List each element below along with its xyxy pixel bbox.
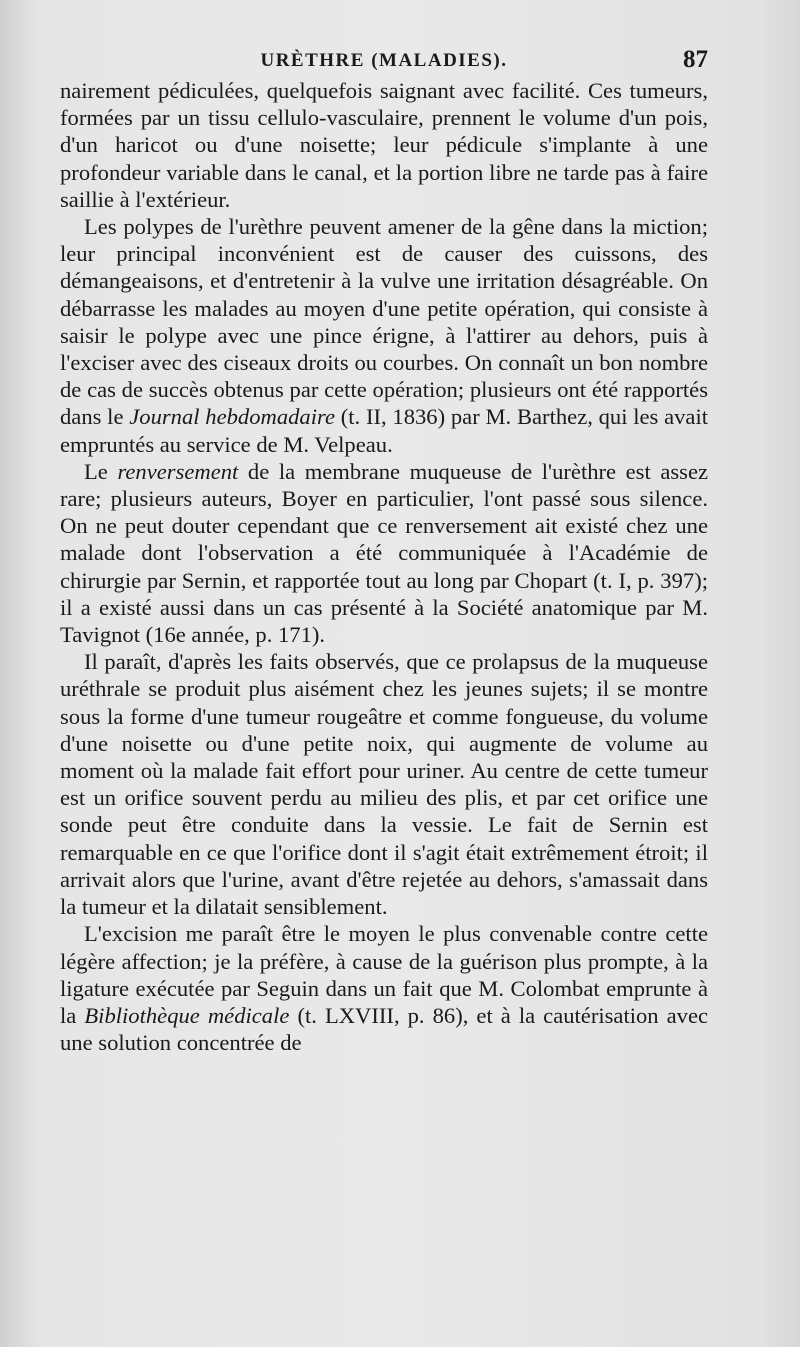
paragraph-5-text-after: (t. LXVIII, p. 86), et à la cautérisation avec une solution concentrée de: [60, 1002, 709, 1056]
paragraph-4-text: Il paraît, d'après les faits observés, que ce prolapsus de la muqueuse uréthrale se produit plus aisément chez les jeunes sujets; il se montre sous la forme d'une tumeur rougeâtre et comme fongueuse, du volume d'une noisette ou d'une petite noix, qui augmente de volume au moment où la malade fait effort pour uriner. Au centre de cette tumeur est un orifice souvent perdu au milieu des plis, et par cet orifice une sonde peut être conduite dans la vessie. Le fait de Sernin est remarquable en ce que l'orifice dont il s'agit était extrêmement étroit; il arrivait alors que l'urine, avant d'être rejetée au dehors, s'amassait dans la tumeur et la dilatait sensiblement.: [60, 649, 708, 920]
paragraph-5: [60, 920, 708, 1056]
paragraph-2: [60, 213, 708, 458]
paragraph-1: [60, 77, 708, 213]
paragraph-2-text-after: (t. II, 1836) par M. Barthez, qui les avait empruntés au service de M. Velpeau.: [60, 404, 709, 457]
paragraph-3: [60, 458, 708, 648]
page-header: [60, 46, 708, 76]
paragraph-1-text: nairement pédiculées, quelquefois saignant avec facilité. Ces tumeurs, formées par un tissu cellulo-vasculaire, prennent le volume d'un pois, d'un haricot ou d'une noisette; leur pédicule s'implante à une profondeur variable dans le canal, et la portion libre ne tarde pas à faire saillie à l'extérieur.: [60, 78, 708, 212]
journal-title: Journal hebdomadaire: [129, 404, 335, 430]
bibliotheque-title: Bibliothèque médicale: [84, 1002, 290, 1028]
paragraph-5-text-before: L'excision me paraît être le moyen le plus convenable contre cette légère affection; je la préfère, à cause de la guérison plus prompte, à la ligature exécutée par Seguin dans un fait que M. Colombat emprunte à la: [60, 921, 708, 1028]
page-number: 87: [683, 46, 708, 73]
paragraph-3-text-before: Le: [84, 458, 108, 484]
paragraph-4: [60, 648, 708, 920]
running-head: URÈTHRE (MALADIES).: [260, 50, 508, 71]
body-text: [60, 77, 708, 1056]
paragraph-3-text-after: de la membrane muqueuse de l'urèthre est assez rare; plusieurs auteurs, Boyer en particulier, l'ont passé sous silence. On ne peut douter cependant que ce renversement ait existé chez une malade dont l'observation a été communiquée à l'Académie de chirurgie par Sernin, et rapportée tout au long par Chopart (t. I, p. 397); il a existé aussi dans un cas présenté à la Société anatomique par M. Tavignot (16e année, p. 171).: [60, 458, 709, 648]
renversement-term: renversement: [117, 458, 239, 484]
paragraph-2-text: Les polypes de l'urèthre peuvent amener de la gêne dans la miction; leur principal inconvénient est de causer des cuissons, des démangeaisons, et d'entretenir à la vulve une irritation désagréable. On débarrasse les malades au moyen d'une petite opération, qui consiste à saisir le polype avec une pince érigne, à l'attirer au dehors, puis à l'exciser avec des ciseaux droits ou courbes. On connaît un bon nombre de cas de succès obtenus par cette opération; plusieurs ont été rapportés dans le: [60, 214, 708, 430]
